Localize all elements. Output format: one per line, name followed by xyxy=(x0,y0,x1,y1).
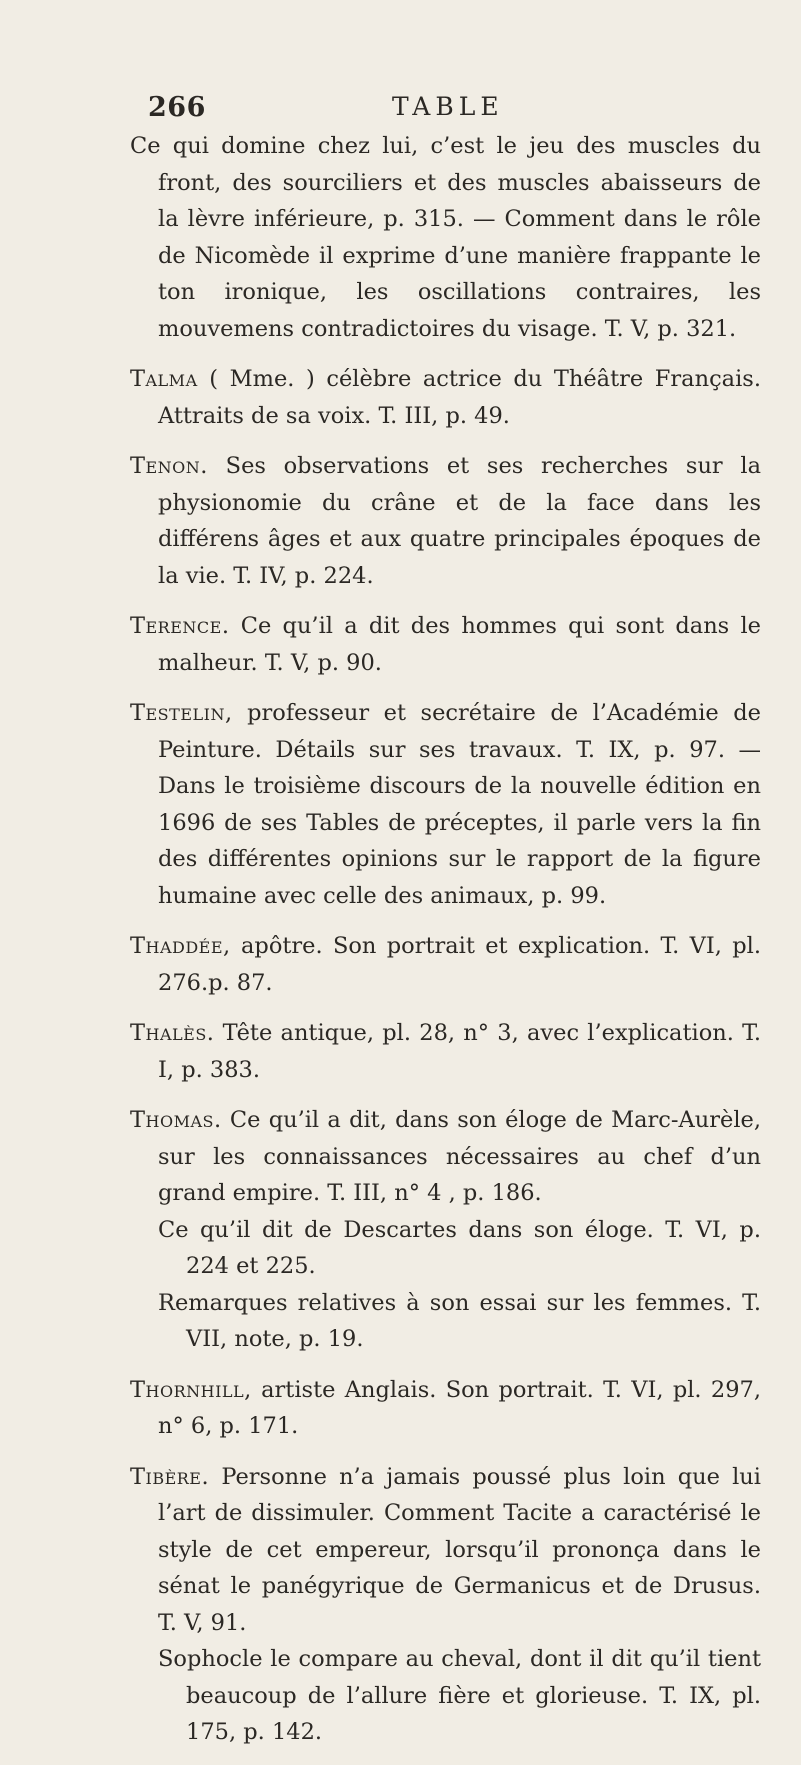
entry-headword: Thalès. xyxy=(130,1020,215,1046)
entry-paragraph xyxy=(130,128,761,347)
entry-paragraph xyxy=(130,1459,761,1642)
entry-subparagraph: Remarques relatives à son essai sur les femmes. T. VII, note, p. 19. xyxy=(158,1289,761,1352)
entry-text: Ce qu’il a dit, dans son éloge de Marc-Aurèle, sur les connaissances nécessaires au chef d’un grand empire. T. III, n° 4 , p. 186. xyxy=(158,1107,761,1206)
index-entry xyxy=(130,1015,761,1088)
index-entry xyxy=(130,928,761,1001)
entry-paragraph xyxy=(130,1372,761,1445)
entry-text: ( Mme. ) célèbre actrice du Théâtre Français. Attraits de sa voix. T. III, p. 49. xyxy=(158,366,761,429)
index-entries xyxy=(130,128,761,1765)
entry-headword: Terence. xyxy=(130,613,230,639)
entry-subparagraph: Sophocle le compare au cheval, dont il dit qu’il tient beaucoup de l’allure fière et glorieuse. T. IX, pl. 175, p. 142. xyxy=(158,1646,761,1745)
index-entry xyxy=(130,695,761,914)
index-entry xyxy=(130,128,761,347)
entry-text: Tête antique, pl. 28, n° 3, avec l’explication. T. I, p. 383. xyxy=(158,1020,761,1083)
entry-headword: Tibère. xyxy=(130,1463,210,1490)
index-entry xyxy=(130,1102,761,1358)
entry-text: artiste Anglais. Son portrait. T. VI, pl. 297, n° 6, p. 171. xyxy=(158,1376,761,1439)
page-number: 266 xyxy=(148,92,206,123)
entry-text: Ses observations et ses recherches sur la physionomie du crâne et de la face dans les différens âges et aux quatre principales époques de la vie. T. IV, p. 224. xyxy=(158,453,761,589)
entry-text: professeur et secrétaire de l’Académie de Peinture. Détails sur ses travaux. T. IX, p. 97. — Dans le troisième discours de la nouvelle édition en 1696 de ses Tables de préceptes, il parle vers la fin des différentes opinions sur le rapport de la figure humaine avec celle des animaux, p. 99. xyxy=(158,700,761,909)
entry-headword: Thomas. xyxy=(130,1107,222,1133)
entry-headword: Tenon. xyxy=(130,453,208,479)
entry-text: Ce qui domine chez lui, c’est le jeu des muscles du front, des sourciliers et des muscles abaisseurs de la lèvre inférieure, p. 315. — Comment dans le rôle de Nicomède il exprime d’une manière frappante le ton ironique, les oscillations contraires, les mouvemens contradictoires du visage. T. V, p. 321. xyxy=(130,133,761,342)
entry-paragraph xyxy=(130,448,761,594)
index-entry xyxy=(130,361,761,434)
entry-headword: Talma xyxy=(130,366,198,392)
entry-paragraph xyxy=(130,1102,761,1212)
entry-headword: Thaddée, xyxy=(130,933,231,959)
entry-text: Ce qu’il a dit des hommes qui sont dans le malheur. T. V, p. 90. xyxy=(158,613,761,676)
entry-paragraph xyxy=(130,695,761,914)
entry-paragraph xyxy=(130,608,761,681)
index-entry xyxy=(130,1459,761,1751)
page-header xyxy=(148,92,691,122)
entry-headword: Thornhill, xyxy=(130,1376,252,1403)
index-entry xyxy=(130,1372,761,1445)
entry-headword: Testelin, xyxy=(130,700,233,726)
index-entry xyxy=(130,608,761,681)
index-entry xyxy=(130,448,761,594)
entry-text: Personne n’a jamais poussé plus loin que lui l’art de dissimuler. Comment Tacite a caractérisé le style de cet empereur, lorsqu’il prononça dans le sénat le panégyrique de Germanicus et de Drusus. T. V, 91. xyxy=(158,1463,761,1636)
entry-subparagraph: Ce qu’il dit de Descartes dans son éloge. T. VI, p. 224 et 225. xyxy=(158,1216,761,1279)
running-head: TABLE xyxy=(392,92,504,121)
entry-paragraph xyxy=(130,928,761,1001)
entry-paragraph xyxy=(130,1015,761,1088)
entry-text: apôtre. Son portrait et explication. T. VI, pl. 276.p. 87. xyxy=(158,933,761,996)
entry-paragraph xyxy=(130,361,761,434)
